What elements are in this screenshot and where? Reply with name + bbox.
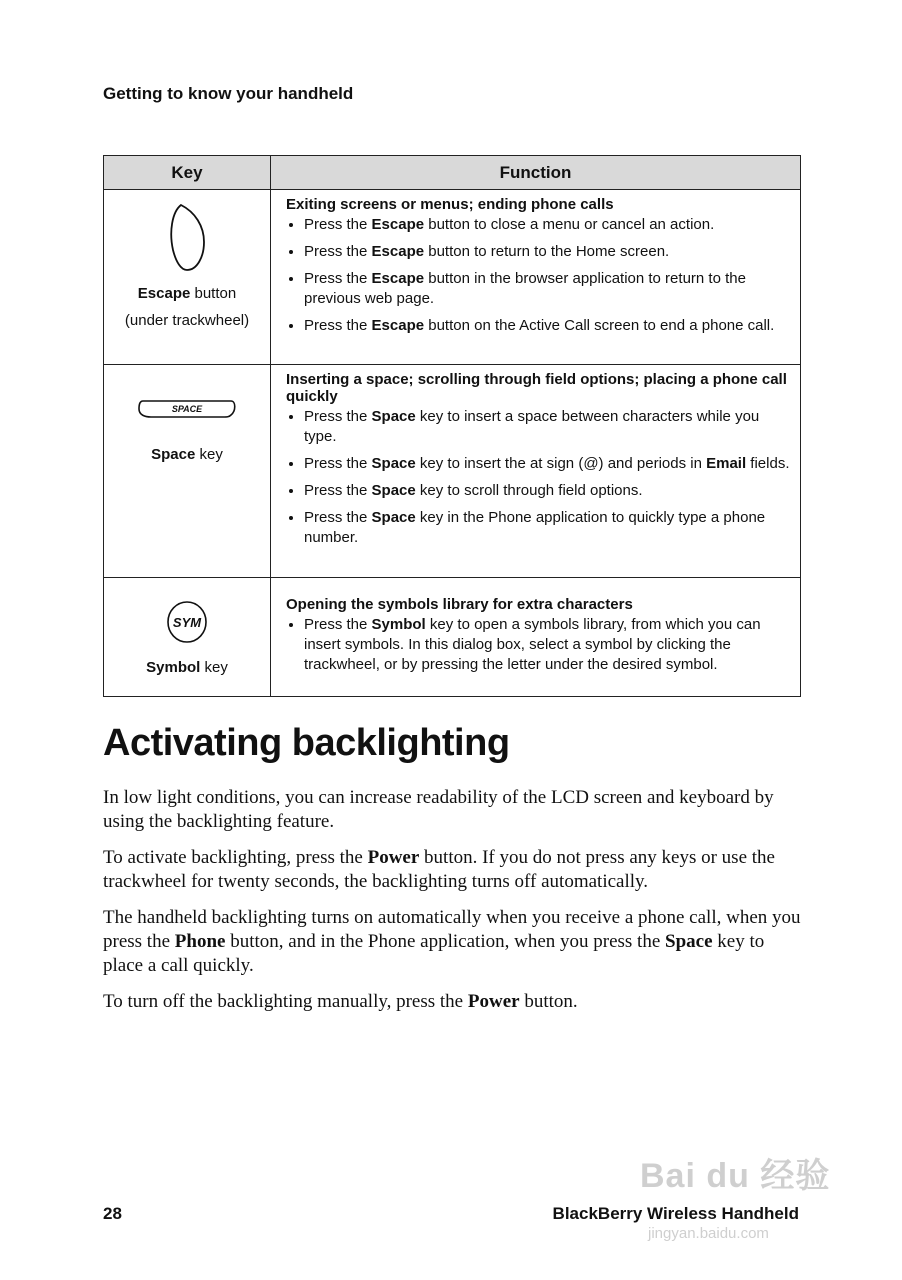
key-cell-escape [104,190,271,365]
key-label-space: Space key [151,446,223,463]
key-cell-space [104,365,271,578]
table-row-symbol [104,578,801,697]
function-bullet-list [286,215,790,336]
function-cell-symbol [271,578,801,697]
key-cell-symbol [104,578,271,697]
function-heading: Inserting a space; scrolling through field options; placing a phone call quickly [286,371,787,405]
space-key-icon [137,397,237,421]
bullet-item: • Press the Space key to insert a space between characters while you type. [304,407,790,447]
key-function-table [103,155,801,697]
function-bullet-list [286,615,790,675]
bullet-item: • Press the Space key in the Phone application to quickly type a phone number. [304,508,790,548]
function-heading: Exiting screens or menus; ending phone calls [286,196,614,213]
column-header-key: Key [104,156,271,190]
paragraph: To turn off the backlighting manually, press the Power button. [103,991,578,1012]
function-cell-space [271,365,801,578]
table-header-row [104,156,801,190]
key-label-escape: Escape button [137,285,237,302]
bullet-item: • Press the Space key to insert the at sign (@) and periods in Email fields. [304,454,790,474]
bullet-item: • Press the Symbol key to open a symbols library, from which you can insert symbols. In this dialog box, select a symbol by clicking the trackwheel, or by pressing the letter under the desired symbol. [304,615,790,675]
running-header: Getting to know your handheld [103,84,354,103]
section-body [103,786,803,1026]
page-number: 28 [103,1204,122,1223]
bullet-item: • Press the Space key to scroll through field options. [304,481,790,501]
function-bullet-list [286,407,790,548]
key-note-escape: (under trackwheel) [124,312,250,329]
footer-book-title: BlackBerry Wireless Handheld [552,1204,799,1223]
bullet-item: • Press the Escape button to close a menu or cancel an action. [304,215,790,235]
escape-button-icon [167,202,207,274]
paragraph: The handheld backlighting turns on automatically when you receive a phone call, when you press the Phone button, and in the Phone application, when you press the Space key to place a call quickly. [103,907,801,976]
paragraph: In low light conditions, you can increase readability of the LCD screen and keyboard by using the backlighting feature. [103,787,774,832]
function-heading: Opening the symbols library for extra characters [286,596,633,613]
bullet-item: • Press the Escape button in the browser application to return to the previous web page. [304,269,790,309]
section-title: Activating backlighting [103,722,510,764]
space-key-icon-label: SPACE [171,404,203,414]
watermark-url: jingyan.baidu.com [648,1225,769,1242]
table-row-escape [104,190,801,365]
bullet-item: • Press the Escape button to return to the Home screen. [304,242,790,262]
paragraph: To activate backlighting, press the Power button. If you do not press any keys or use the trackwheel for twenty seconds, the backlighting turns off automatically. [103,847,775,892]
column-header-function: Function [271,156,801,190]
table-row-space [104,365,801,578]
bullet-item: • Press the Escape button on the Active Call screen to end a phone call. [304,316,790,336]
symbol-key-icon [165,600,209,644]
key-label-symbol: Symbol key [146,659,228,676]
symbol-key-icon-label: SYM [172,615,202,630]
watermark-logo: Bai du 经验 [640,1157,831,1195]
function-cell-escape [271,190,801,365]
